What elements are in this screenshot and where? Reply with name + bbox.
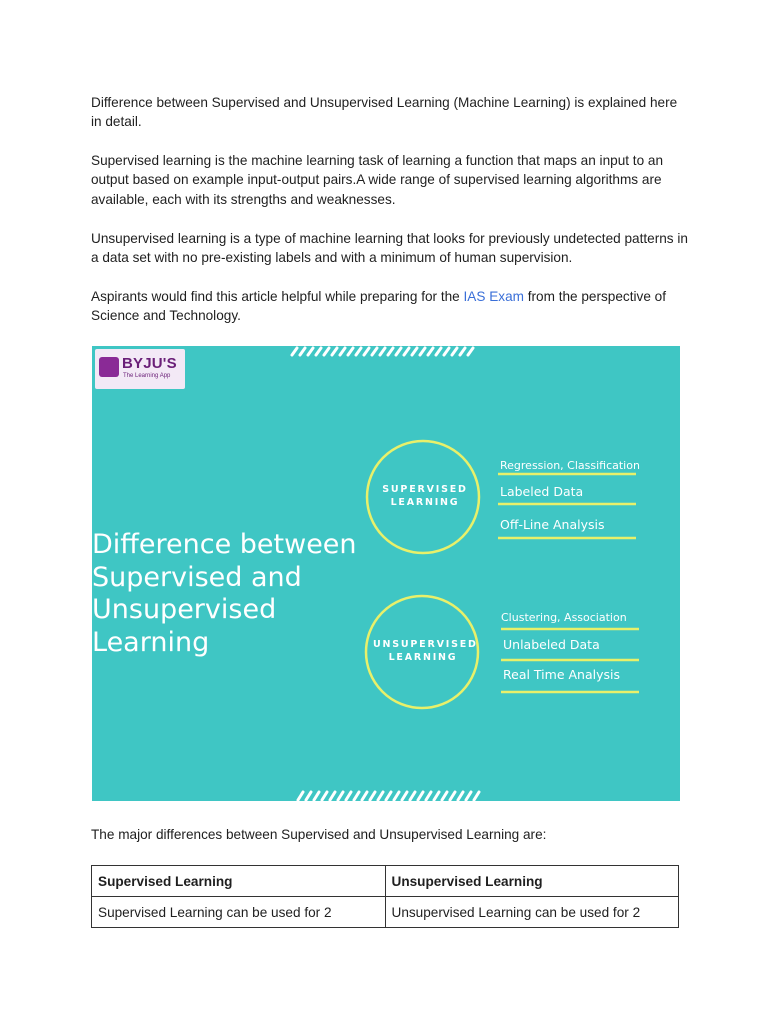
byjus-logo <box>95 349 185 389</box>
circle-label-line: LEARNING <box>388 652 458 663</box>
supervised-paragraph: Supervised learning is the machine learning task of learning a function that maps an input to an output based on example input-output pairs.A wide range of supervised learning algorithms are available, each with its strengths and weaknesses. <box>91 153 664 207</box>
aspirants-paragraph <box>91 287 691 326</box>
supervised-feature: Off-Line Analysis <box>500 517 605 532</box>
title-line: Supervised and <box>92 561 302 593</box>
unsupervised-feature: Real Time Analysis <box>503 667 620 682</box>
unsupervised-feature: Unlabeled Data <box>503 637 600 652</box>
table-header-cell: Unsupervised Learning <box>385 866 679 897</box>
aspirants-text-before: Aspirants would find this article helpful while preparing for the <box>91 289 464 304</box>
ias-exam-link[interactable]: IAS Exam <box>463 289 524 304</box>
infographic-title <box>92 529 392 659</box>
supervised-feature: Regression, Classification <box>500 459 640 472</box>
feature-underlines <box>498 474 639 692</box>
byjus-logo-tagline: The Learning App <box>123 373 171 379</box>
circle-label-line: UNSUPERVISED <box>373 639 478 650</box>
byjus-logo-mark-icon <box>99 357 119 377</box>
unsupervised-paragraph: Unsupervised learning is a type of machine learning that looks for previously undetected patterns in a data set with no pre-existing labels and with a minimum of human supervision. <box>91 231 688 266</box>
supervised-circle-label <box>375 483 475 509</box>
table-header-cell: Supervised Learning <box>92 866 386 897</box>
table-caption: The major differences between Supervised and Unsupervised Learning are: <box>91 827 547 842</box>
circle-label-line: LEARNING <box>390 497 460 508</box>
table-cell: Supervised Learning can be used for 2 <box>92 897 386 928</box>
table-cell: Unsupervised Learning can be used for 2 <box>385 897 679 928</box>
bottom-hatch-decoration <box>298 792 479 800</box>
top-hatch-decoration <box>292 348 473 355</box>
title-line: Difference between <box>92 529 357 560</box>
byjus-logo-brand: BYJU'S <box>122 355 177 372</box>
intro-paragraph: Difference between Supervised and Unsupervised Learning (Machine Learning) is explained here in detail. <box>91 95 678 130</box>
aspirants-text-after: from the perspective of Science and Technology. <box>91 289 666 324</box>
differences-table <box>91 865 679 928</box>
table-header-row <box>92 866 679 897</box>
title-line: Unsupervised <box>92 594 277 625</box>
table-row <box>92 897 679 928</box>
circle-label-line: SUPERVISED <box>382 484 468 495</box>
unsupervised-feature: Clustering, Association <box>501 611 627 624</box>
infographic-image <box>92 346 680 801</box>
supervised-feature: Labeled Data <box>500 484 584 499</box>
title-line: Learning <box>92 626 210 658</box>
unsupervised-circle-label <box>373 638 478 664</box>
